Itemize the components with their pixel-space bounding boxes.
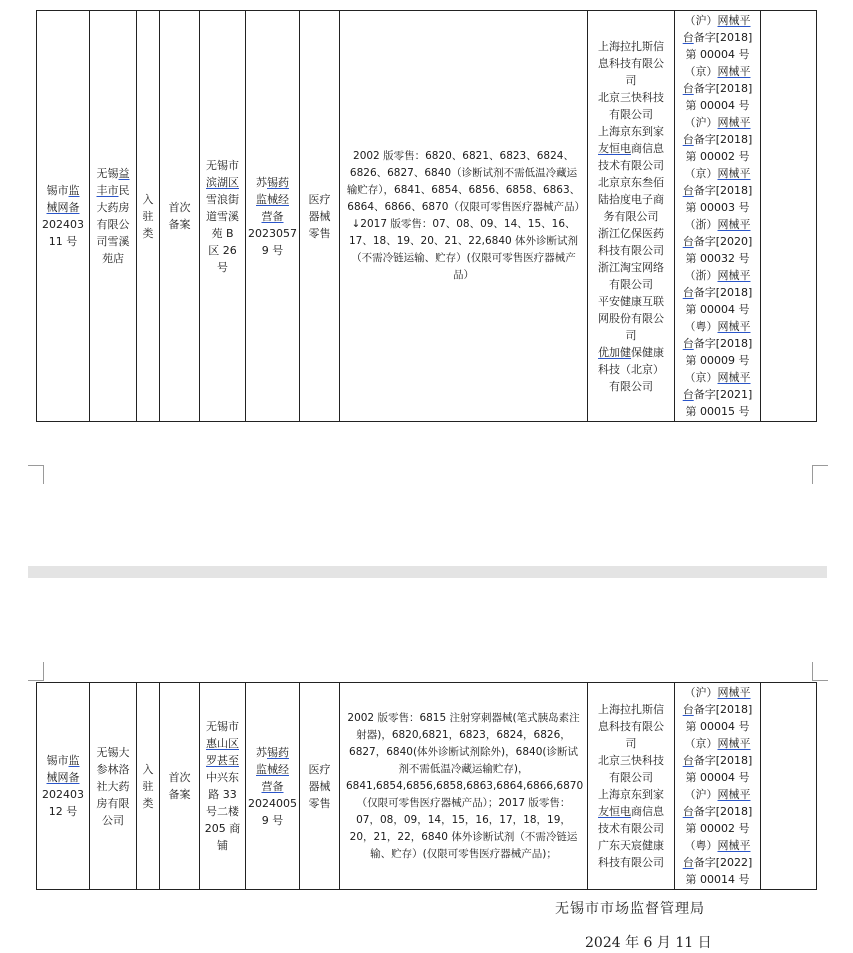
company-cell: 无锡益 丰市民 大药房 有限公 司雪溪 苑店 [90,11,137,422]
platform-companies-cell: 上海拉扎斯信 息科技有限公 司 北京三快科技 有限公司 上海京东到家 友恒电商信息 技术有限公司 北京京东叁佰 陆拾度电子商 务有限公司 浙江亿保医药 科技有限公司 浙江淘宝网络 有限公司 平安健康互联 网股份有限公 司 优加健保健康 科技（北京） 有限公司 [588,11,675,422]
business-scope-cell: 2002 版零售：6815 注射穿刺器械(笔式胰岛素注射器)，6820,6821，6823，6824，6826，6827，6840(体外诊断试剂除外)，6840(诊断试剂不需低温冷藏运输贮存)，6841,6854,6856,6858,6863,6864,6866,6870（仅限可零售医疗器械产品）；2017 版零售：07，08，09，14，15，16，17，18，19，20，21，22，6840 体外诊断试剂（不需冷链运输、贮存）(仅限可零售医疗器械产品)； [340,683,588,890]
address-cell: 无锡市 惠山区 罗甚至 中兴东 路 33 号二楼 205 商 铺 [200,683,246,890]
table-row [37,11,817,422]
record-number-cell: 锡市监 械网备 202403 11 号 [37,11,90,422]
filing-cell: 首次 备案 [160,11,200,422]
crop-mark [28,465,44,484]
category-cell: 医疗 器械 零售 [300,683,340,890]
category-cell: 医疗 器械 零售 [300,11,340,422]
crop-mark [812,465,828,484]
business-scope-cell: 2002 版零售：6820、6821、6823、6824、6826、6827、6840（诊断试剂不需低温冷藏运输贮存），6841、6854、6856、6858、6863、6864、6866、6870（仅限可零售医疗器械产品）↓2017 版零售：07、08、09、14、15、16、17、18、19、20、21、22,6840 体外诊断试剂（不需冷链运输、贮存）(仅限可零售医疗器械产品） [340,11,588,422]
empty-cell [761,683,817,890]
company-cell: 无锡大 参林洛 社大药 房有限 公司 [90,683,137,890]
issue-date: 2024 年 6 月 11 日 [585,935,712,951]
filing-cell: 首次 备案 [160,683,200,890]
platform-companies-cell: 上海拉扎斯信 息科技有限公 司 北京三快科技 有限公司 上海京东到家 友恒电商信息 技术有限公司 广东天宸健康 科技有限公司 [588,683,675,890]
platform-records-cell: （沪）网械平 台备字[2018] 第 00004 号 （京）网械平 台备字[2018] 第 00004 号 （沪）网械平 台备字[2018] 第 00002 号 （京）网械平 台备字[2018] 第 00003 号 （浙）网械平 台备字[2020] 第 00032 号 （浙）网械平 台备字[2018] 第 00004 号 （粤）网械平 台备字[2018] 第 00009 号 （京）网械平 台备字[2021] 第 00015 号 [675,11,761,422]
type-cell: 入 驻 类 [137,11,160,422]
page-gap [28,566,827,578]
crop-mark [812,662,828,681]
license-cell: 苏锡药 监械经 营备 2024005 9 号 [246,683,300,890]
registration-table-2 [36,682,817,890]
issuing-authority: 无锡市市场监督管理局 [555,901,705,917]
address-cell: 无锡市 滨湖区 雪浪街 道雪溪 苑 B 区 26 号 [200,11,246,422]
empty-cell [761,11,817,422]
registration-table-1 [36,10,817,422]
license-cell: 苏锡药 监械经 营备 2023057 9 号 [246,11,300,422]
table-row [37,683,817,890]
type-cell: 入 驻 类 [137,683,160,890]
platform-records-cell: （沪）网械平 台备字[2018] 第 00004 号 （京）网械平 台备字[2018] 第 00004 号 （沪）网械平 台备字[2018] 第 00002 号 （粤）网械平 台备字[2022] 第 00014 号 [675,683,761,890]
record-number-cell: 锡市监 械网备 202403 12 号 [37,683,90,890]
crop-mark [28,662,44,681]
